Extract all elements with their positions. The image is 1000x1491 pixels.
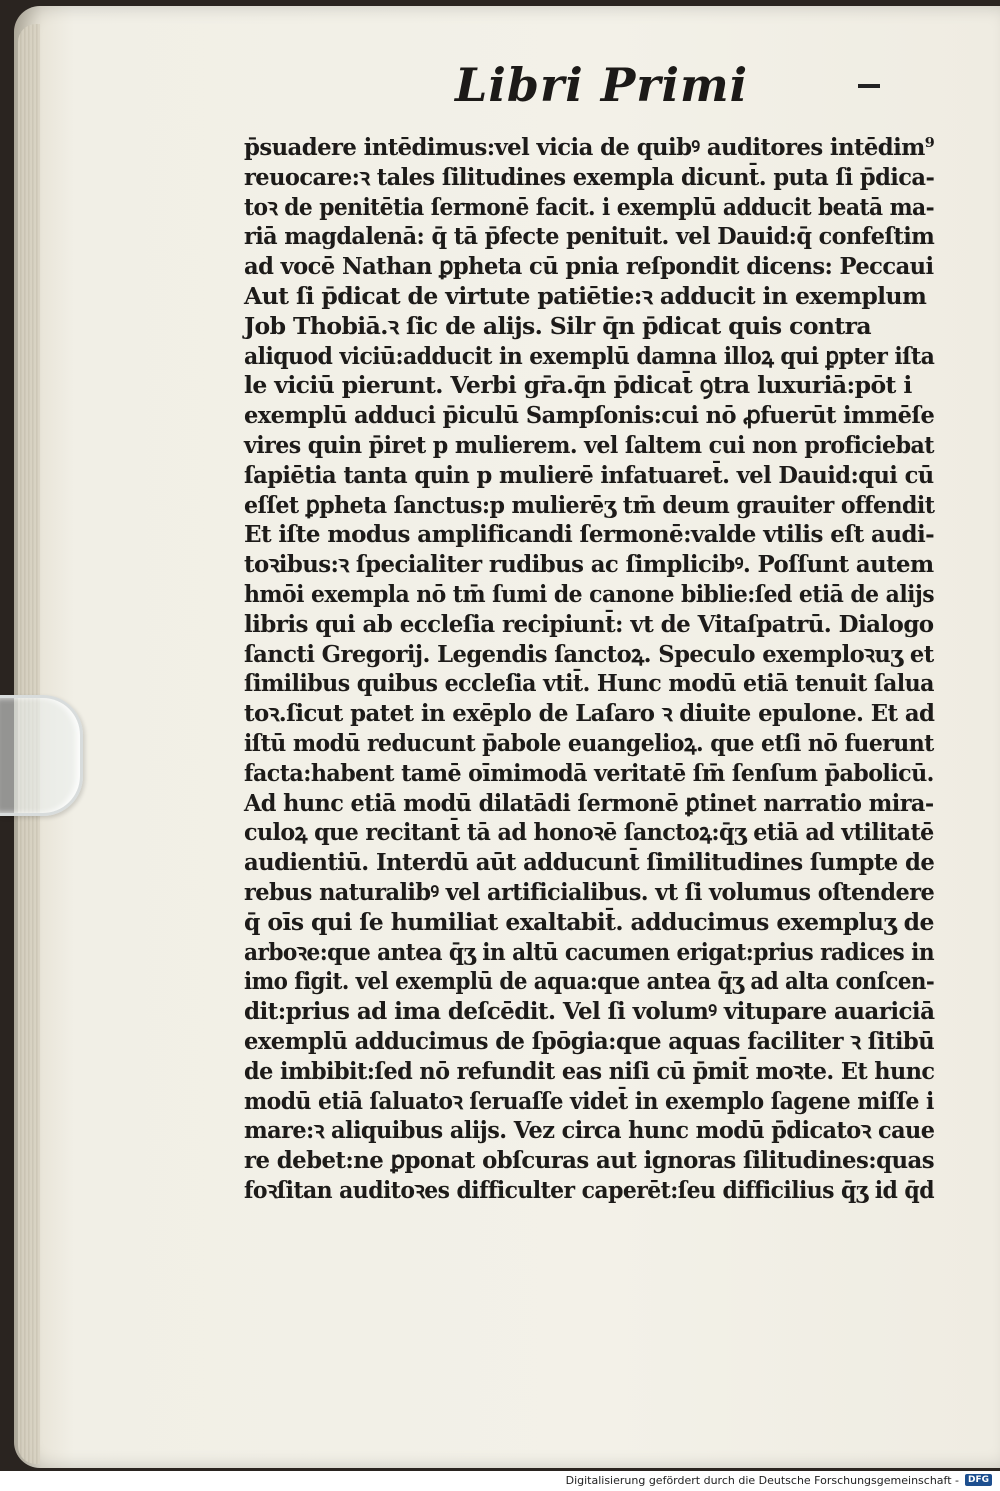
- text-line: mare:ꝛ aliquibus alijs. Vez circa hunc modū p̄dicatoꝛ caue: [244, 1116, 935, 1145]
- text-line: hmōi exempla nō tm̄ ſumi de canone biblie:ſed etiā de alijs: [244, 579, 935, 608]
- text-line: ſancti Gregorij. Legendis ſanctoꝝ. Speculo exemploꝛuʒ et: [244, 639, 934, 668]
- text-line: foꝛſitan auditoꝛes difficulter caperēt:ſeu difficilius q̄ʒ id q̄d: [244, 1175, 934, 1204]
- text-line: libris qui ab eccleſia recipiunt̄: vt de Vitaſpatrū. Dialogo: [244, 609, 934, 638]
- page-clip: [0, 695, 83, 816]
- text-line: toꝛ de penitētia ſermonē facit. i exemplū adducit beatā ma-: [244, 192, 935, 221]
- text-line: Job Thobiā.ꝛ ſic de alijs. Silr q̄n p̄dicat quis contra: [244, 311, 872, 340]
- text-line: de imbibit:ſed nō refundit eas niſi cū p̄mit̄ moꝛte. Et hunc: [244, 1056, 935, 1085]
- text-line: q̄ oīs qui ſe humiliat exaltabit̄. adducimus exempluʒ de: [244, 907, 934, 936]
- text-line: Ad hunc etiā modū dilatādi ſermonē ꝑtinet narratio mira-: [244, 788, 934, 817]
- dfg-logo: DFG: [965, 1474, 992, 1486]
- text-line: culoꝝ que recitant̄ tā ad honoꝛē ſanctoꝝ:q̄ʒ etiā ad vtilitatē: [244, 818, 934, 847]
- text-line: ſapiētia tanta quin p mulierē infatuaret̄. vel Dauid:qui cū: [244, 460, 934, 489]
- text-line: imo figit. vel exemplū de aqua:que antea q̄ʒ ad alta conſcen-: [244, 967, 935, 996]
- text-line: arboꝛe:que antea q̄ʒ in altū cacumen erigat:prius radices in: [244, 937, 935, 966]
- text-line: ſimilibus quibus eccleſia vtit̄. Hunc modū etiā tenuit ſalua: [244, 669, 934, 698]
- footer-text: Digitalisierung gefördert durch die Deutsche Forschungsgemeinschaft -: [565, 1473, 959, 1487]
- text-line: re debet:ne ꝑponat obſcuras aut ignoras ſilitudines:quas: [244, 1146, 935, 1175]
- text-line: reuocare:ꝛ tales ſilitudines exempla dicunt̄. puta ſi p̄dica-: [244, 162, 935, 191]
- text-line: ad vocē Nathan ꝑpheta cū pnia reſpondit dicens: Peccaui: [244, 252, 934, 281]
- text-line: iſtū modū reducunt p̄abole euangelioꝝ. que etſi nō fuerunt: [244, 728, 934, 757]
- text-line: vires quin p̄iret p mulierem. vel ſaltem cui non proficiebat: [244, 430, 934, 459]
- text-line: exemplū adducimus de ſpōgia:que aquas faciliter ꝛ ſitibū: [244, 1026, 935, 1055]
- text-line: facta:habent tamē oīmimodā veritatē ſm̄ ſenſum p̄abolicū.: [244, 758, 934, 787]
- head-dash: [858, 84, 880, 88]
- text-line: Aut ſi p̄dicat de virtute patiētie:ꝛ adducit in exemplum: [244, 281, 927, 310]
- text-line: audientiū. Interdū aūt adducunt̄ ſimilitudines ſumpte de: [244, 848, 935, 877]
- text-line: toꝛ.ſicut patet in exēplo de Laſaro ꝛ diuite epulone. Et ad: [244, 699, 935, 728]
- text-block: [244, 133, 934, 1206]
- text-line: toꝛibus:ꝛ ſpecialiter rudibus ac ſimplicibꝰ. Poſſunt autem: [244, 550, 934, 579]
- text-line: p̄suadere intēdimus:vel vicia de quibꝰ auditores intēdim⁹: [244, 133, 935, 161]
- text-line: riā magdalenā: q̄ tā p̄fecte penituit. vel Dauid:q̄ confeſtim: [244, 222, 935, 251]
- running-head: Libri Primi: [455, 58, 749, 112]
- text-line: aliquod viciū:adducit in exemplū damna illoꝝ qui ꝑpter iſta: [244, 341, 935, 370]
- text-line: Et iſte modus amplificandi ſermonē:valde vtilis eſt audi-: [244, 520, 935, 549]
- text-line: rebus naturalibꝰ vel artificialibus. vt ſi volumus oſtendere: [244, 877, 935, 906]
- text-line: modū etiā ſaluatoꝛ ſeruaſſe videt̄ in exemplo ſagene miſſe i: [244, 1086, 934, 1115]
- text-line: eſſet ꝑpheta ſanctus:p mulierēʒ tm̄ deum grauiter offendit: [244, 490, 935, 519]
- text-line: exemplū adduci p̄iculū Sampſonis:cui nō ꝓfuerūt immēſe: [244, 401, 935, 430]
- text-line: dit:prius ad ima deſcēdit. Vel ſi volumꝰ vitupare auariciā: [244, 997, 935, 1026]
- footer: [566, 1471, 992, 1489]
- text-line: le viciū pierunt. Verbi gr̄a.q̄n p̄dicat̄ ꝯtra luxuriā:pōt i: [244, 371, 912, 400]
